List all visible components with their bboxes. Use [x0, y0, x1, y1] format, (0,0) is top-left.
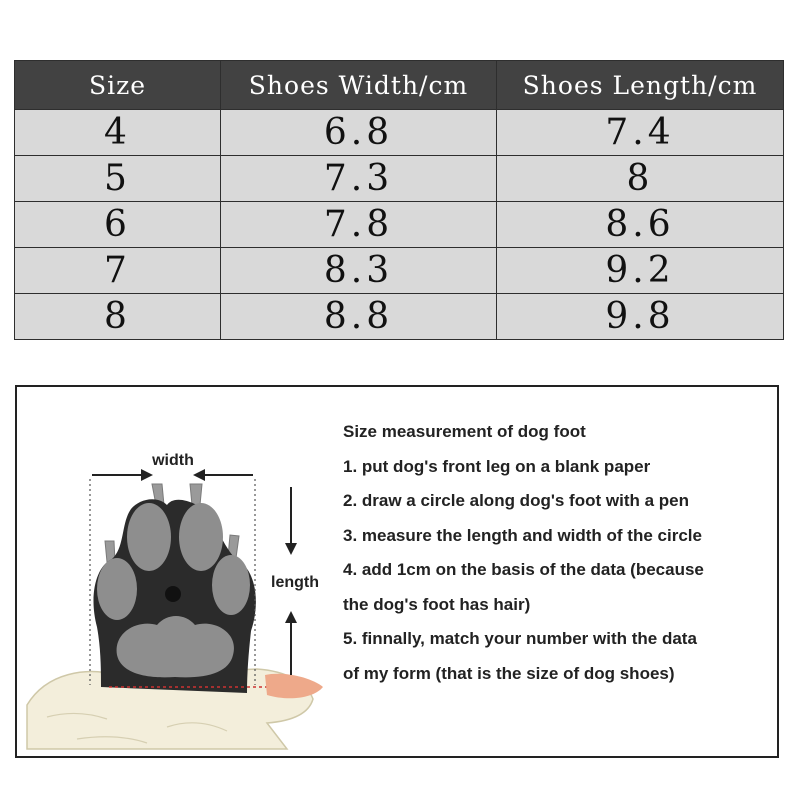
paw-measurement-diagram [17, 387, 337, 756]
table-row [15, 248, 784, 294]
cell-size: 4 [15, 110, 221, 156]
cell-size: 7 [15, 248, 221, 294]
table-row [15, 110, 784, 156]
table-row [15, 294, 784, 340]
toe-pad [179, 503, 223, 571]
table-header-row [15, 61, 784, 110]
measurement-panel [15, 385, 779, 758]
cell-length: 9.8 [497, 294, 784, 340]
cell-width: 8.3 [221, 248, 497, 294]
cell-width: 7.3 [221, 156, 497, 202]
cell-length: 8.6 [497, 202, 784, 248]
header-shoes-width: Shoes Width/cm [221, 61, 497, 110]
cell-size: 8 [15, 294, 221, 340]
width-arrows [92, 469, 253, 481]
cell-size: 6 [15, 202, 221, 248]
instruction-line: 3. measure the length and width of the circle [343, 525, 702, 545]
table-row [15, 156, 784, 202]
header-shoes-length: Shoes Length/cm [497, 61, 784, 110]
instruction-line: the dog's foot has hair) [343, 594, 531, 614]
table-row [15, 202, 784, 248]
toe-pad [127, 503, 171, 571]
size-chart-table [14, 60, 784, 340]
toe-pad [212, 555, 250, 615]
cell-width: 8.8 [221, 294, 497, 340]
toe-pad [97, 558, 137, 620]
cell-size: 5 [15, 156, 221, 202]
instruction-line: 5. finnally, match your number with the data [343, 629, 697, 648]
width-label: width [152, 452, 194, 469]
instruction-line: 1. put dog's front leg on a blank paper [343, 456, 651, 476]
instruction-line: of my form (that is the size of dog shoes) [343, 663, 675, 683]
instruction-line: 4. add 1cm on the basis of the data (because [343, 560, 704, 579]
cell-length: 9.2 [497, 248, 784, 294]
instructions-text [343, 415, 773, 691]
paw-center-dot [165, 586, 181, 602]
cell-length: 7.4 [497, 110, 784, 156]
pink-nail-shape [265, 674, 323, 699]
cell-width: 6.8 [221, 110, 497, 156]
header-size: Size [15, 61, 221, 110]
cell-width: 7.8 [221, 202, 497, 248]
instruction-line: 2. draw a circle along dog's foot with a pen [343, 491, 689, 510]
instructions-title: Size measurement of dog foot [343, 422, 586, 441]
length-label: length [271, 574, 319, 591]
cell-length: 8 [497, 156, 784, 202]
